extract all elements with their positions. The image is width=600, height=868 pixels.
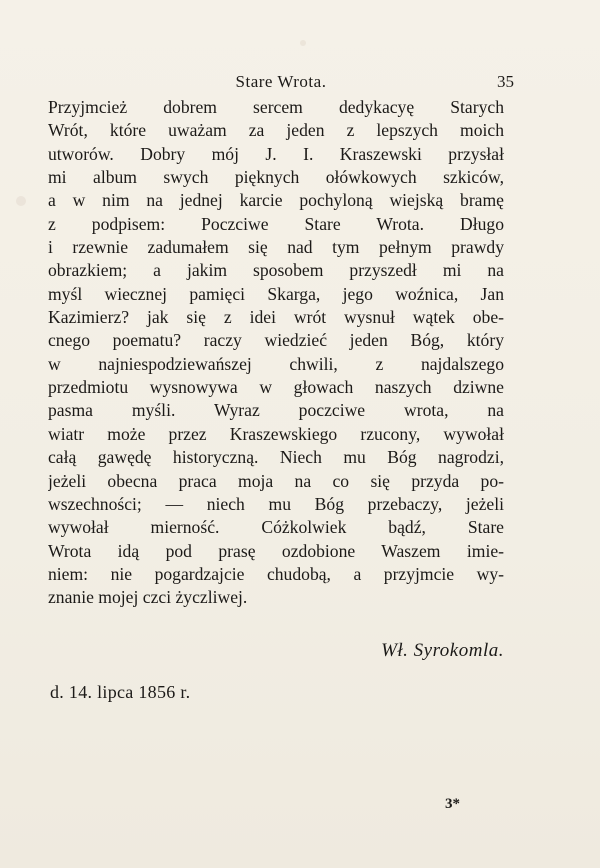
text-line: Przyjmcież dobrem sercem dedykacyę Starych <box>48 97 504 117</box>
text-line: wiatr może przez Kraszewskiego rzucony, wywołał <box>48 423 504 444</box>
running-title: Stare Wrota. <box>235 72 327 91</box>
text-line: Kazimierz? jak się z idei wrót wysnuł wątek obe- <box>48 307 504 328</box>
text-line: Wrota idą pod prasę ozdobione Waszem imie- <box>48 540 504 561</box>
text-line: cnego poematu? raczy wiedzieć jeden Bóg, który <box>48 330 504 351</box>
printer-signature-mark: 3* <box>445 796 460 812</box>
text-line: obrazkiem; a jakim sposobem przyszedł mi na <box>48 260 504 281</box>
text-line: Wrót, które uważam za jeden z lepszych moich <box>48 120 504 141</box>
text-line: i rzewnie zadumałem się nad tym pełnym prawdy <box>48 237 504 258</box>
text-line-last: znanie mojej czci życzliwej. <box>48 587 248 608</box>
text-line: wywołał mierność. Cóżkolwiek bądź, Stare <box>48 517 504 538</box>
author-signature: Wł. Syrokomla. <box>381 640 504 661</box>
text-line: z podpisem: Poczciwe Stare Wrota. Długo <box>48 213 504 234</box>
paper-stain <box>300 40 306 46</box>
text-line: myśl wiecznej pamięci Skarga, jego woźnica, Jan <box>48 283 504 304</box>
page-number: 35 <box>497 72 514 91</box>
dateline: d. 14. lipca 1856 r. <box>50 682 191 702</box>
text-line: pasma myśli. Wyraz poczciwe wrota, na <box>48 400 504 421</box>
text-line: utworów. Dobry mój J. I. Kraszewski przysłał <box>48 143 504 164</box>
text-line: przedmiotu wysnowywa w głowach naszych dziwne <box>48 377 504 398</box>
text-line: wszechności; — niech mu Bóg przebaczy, jeżeli <box>48 493 504 514</box>
text-line: a w nim na jednej karcie pochyloną wiejską bramę <box>48 190 504 211</box>
running-head <box>48 72 514 96</box>
text-line: w najniespodziewańszej chwili, z najdalszego <box>48 353 504 374</box>
body-text <box>48 96 504 610</box>
text-line: jeżeli obecna praca moja na co się przyda po- <box>48 470 504 491</box>
paper-stain <box>16 196 26 206</box>
text-line: całą gawędę historyczną. Niech mu Bóg nagrodzi, <box>48 447 504 468</box>
text-line: mi album swych pięknych ołówkowych szkiców, <box>48 167 504 188</box>
text-line: niem: nie pogardzajcie chudobą, a przyjmcie wy- <box>48 563 504 584</box>
